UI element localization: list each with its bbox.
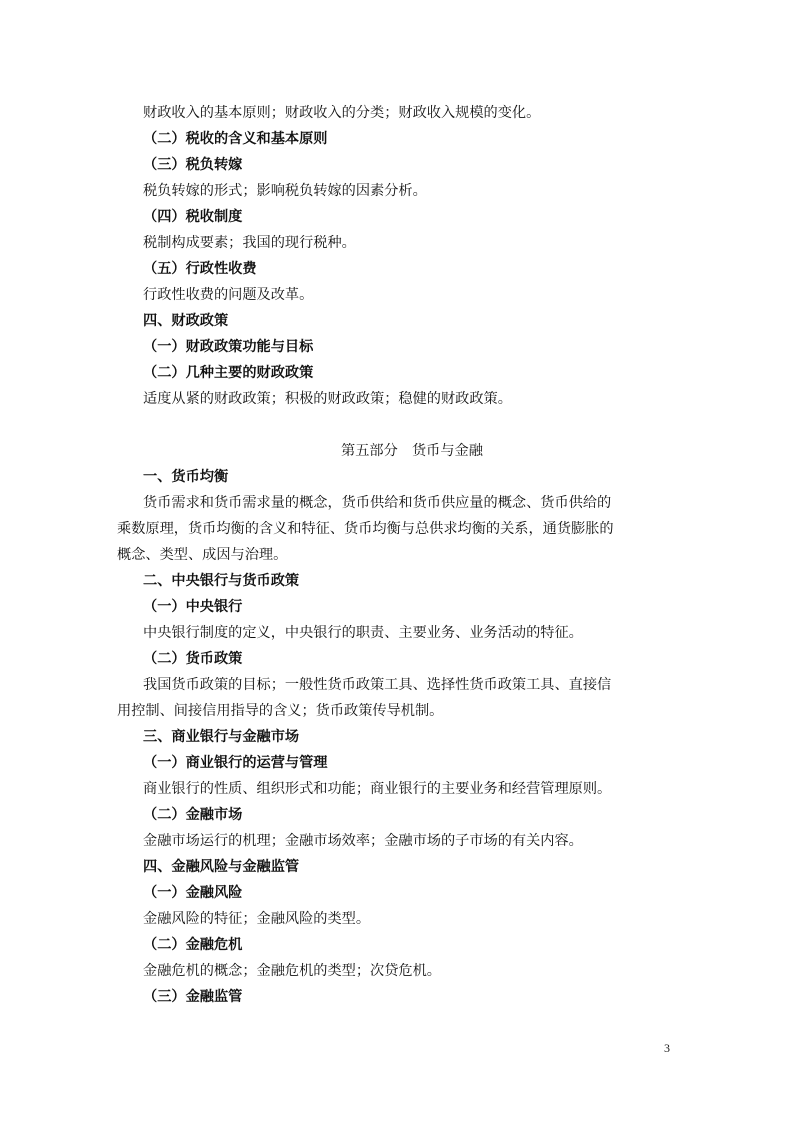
subsection-heading: （五）行政性收费 [143, 261, 257, 277]
section-heading: 二、中央银行与货币政策 [143, 573, 300, 589]
part-title: 第五部分 货币与金融 [341, 443, 483, 459]
subsection-heading: （二）税收的含义和基本原则 [143, 131, 328, 147]
body-line: 中央银行制度的定义，中央银行的职责、主要业务、业务活动的特征。 [143, 625, 583, 641]
section-heading: 四、金融风险与金融监管 [143, 859, 300, 875]
body-line: 货币需求和货币需求量的概念，货币供给和货币供应量的概念、货币供给的 [143, 495, 612, 511]
blank-line [117, 412, 677, 438]
body-line: 金融风险的特征；金融风险的类型。 [143, 911, 371, 927]
subsection-heading: （一）商业银行的运营与管理 [143, 755, 328, 771]
subsection-heading: （二）几种主要的财政政策 [143, 365, 314, 381]
body-line: 金融危机的概念；金融危机的类型；次贷危机。 [143, 963, 441, 979]
body-line: 概念、类型、成因与治理。 [117, 547, 288, 563]
subsection-heading: （二）金融危机 [143, 937, 243, 953]
body-line: 商业银行的性质、组织形式和功能；商业银行的主要业务和经营管理原则。 [143, 781, 612, 797]
body-line: 我国货币政策的目标；一般性货币政策工具、选择性货币政策工具、直接信 [143, 677, 612, 693]
subsection-heading: （一）金融风险 [143, 885, 243, 901]
subsection-heading: （三）税负转嫁 [143, 157, 243, 173]
subsection-heading: （三）金融监管 [143, 989, 243, 1005]
body-line: 税负转嫁的形式；影响税负转嫁的因素分析。 [143, 183, 427, 199]
body-line: 金融市场运行的机理；金融市场效率；金融市场的子市场的有关内容。 [143, 833, 583, 849]
body-line: 用控制、间接信用指导的含义；货币政策传导机制。 [117, 703, 444, 719]
subsection-heading: （二）金融市场 [143, 807, 243, 823]
subsection-heading: （二）货币政策 [143, 651, 243, 667]
body-line: 适度从紧的财政政策；积极的财政政策；稳健的财政政策。 [143, 391, 512, 407]
body-line: 财政收入的基本原则；财政收入的分类；财政收入规模的变化。 [143, 105, 541, 121]
section-heading: 一、货币均衡 [143, 469, 229, 485]
subsection-heading: （一）财政政策功能与目标 [143, 339, 314, 355]
section-heading: 三、商业银行与金融市场 [143, 729, 300, 745]
body-line: 税制构成要素；我国的现行税种。 [143, 235, 356, 251]
page-number: 3 [664, 1041, 670, 1055]
page-content [117, 100, 677, 1010]
body-line: 行政性收费的问题及改革。 [143, 287, 314, 303]
section-heading: 四、财政政策 [143, 313, 229, 329]
subsection-heading: （四）税收制度 [143, 209, 243, 225]
body-line: 乘数原理，货币均衡的含义和特征、货币均衡与总供求均衡的关系，通货膨胀的 [117, 521, 614, 537]
subsection-heading: （一）中央银行 [143, 599, 243, 615]
